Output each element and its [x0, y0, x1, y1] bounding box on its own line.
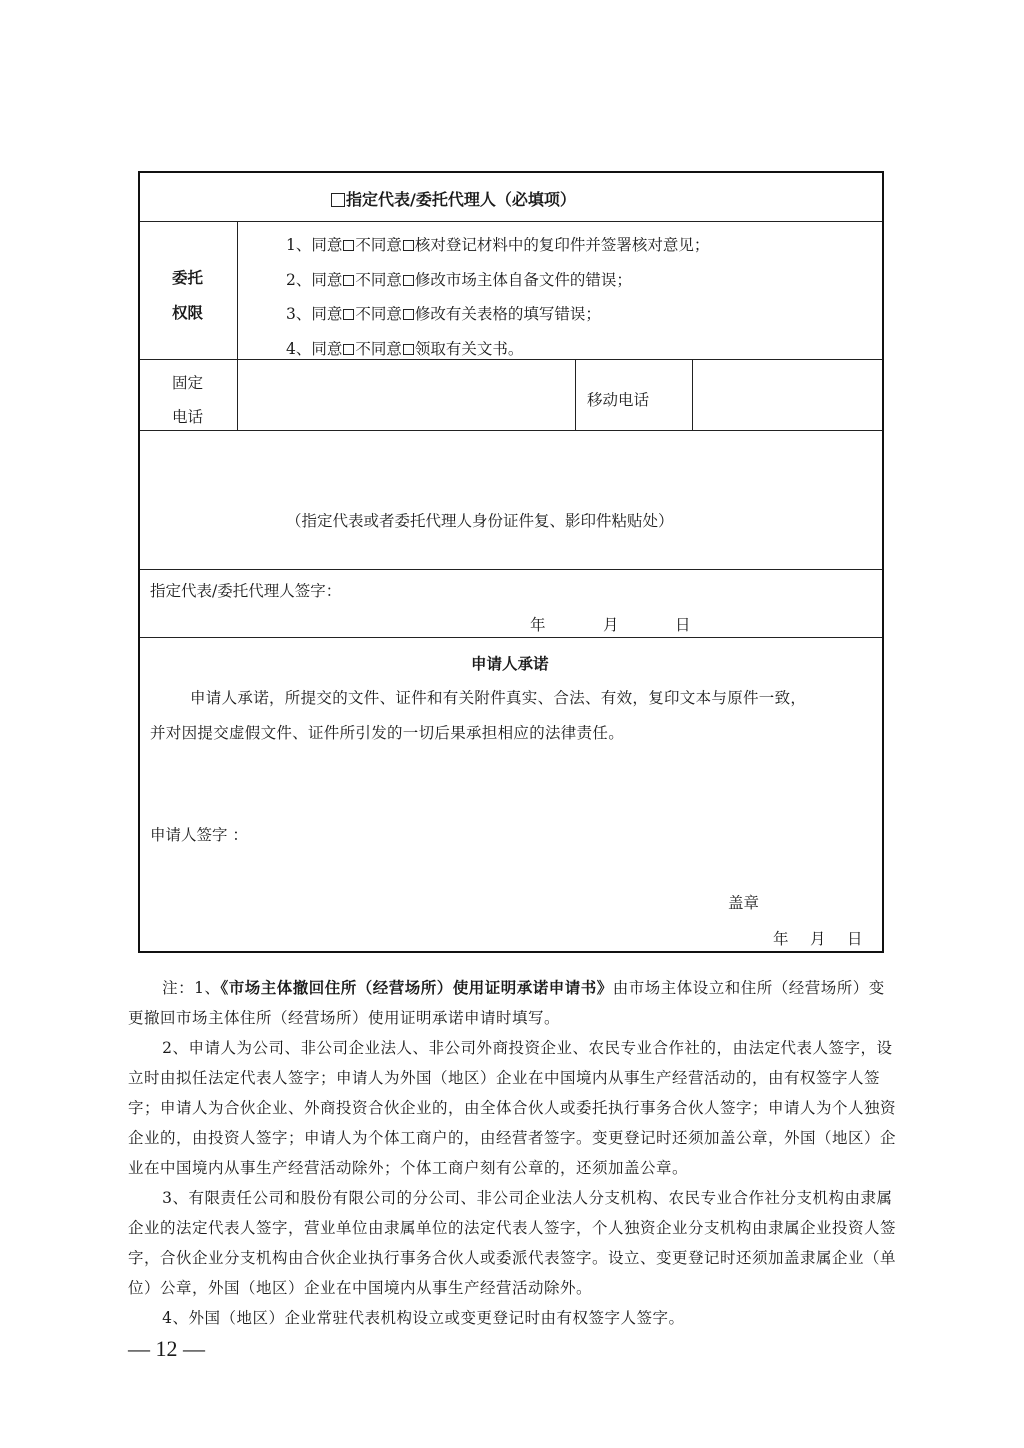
checkbox-icon[interactable] [331, 193, 345, 207]
agree-label: 同意 [311, 271, 343, 289]
promise-text-line-1: 申请人承诺，所提交的文件、证件和有关附件真实、合法、有效，复印文本与原件一致， [190, 689, 807, 707]
authority-label-1: 委托 [172, 268, 204, 287]
note-3: 3、有限责任公司和股份有限公司的分公司、非公司企业法人分支机构、农民专业合作社分支机构由隶属企业的法定代表人签字，营业单位由隶属单位的法定代表人签字，个人独资企业分支机构由隶属企业投资人签字，合伙企业分支机构由合伙企业执行事务合伙人或委派代表签字。设立、变更登记时还须加盖隶属企业（单位）公章，外国（地区）企业在中国境内从事生产经营活动除外。 [128, 1189, 897, 1297]
id-paste-area-text: （指定代表或者委托代理人身份证件复、影印件粘贴处） [286, 512, 674, 530]
rule [140, 569, 882, 570]
note-1-text: 由市场主体设立和住所（经营场所）变更撤回市场主体住所（经营场所）使用证明承诺申请时填写。 [128, 979, 885, 1027]
fixed-phone-label-1: 固定 [172, 374, 204, 392]
note-1-title: 《市场主体撤回住所（经营场所）使用证明承诺申请书》 [220, 978, 613, 997]
form-table [138, 171, 884, 953]
authority-label-2: 权限 [172, 303, 204, 322]
disagree-label: 不同意 [355, 271, 402, 289]
disagree-checkbox[interactable] [403, 344, 414, 355]
promise-year: 年 [773, 930, 789, 948]
agree-label: 同意 [311, 340, 343, 358]
note-2: 2、申请人为公司、非公司企业法人、非公司外商投资企业、农民专业合作社的，由法定代表人签字，设立时由拟任法定代表人签字；申请人为外国（地区）企业在中国境内从事生产经营活动的，由有权签字人签字；申请人为合伙企业、外商投资合伙企业的，由全体合伙人或委托执行事务合伙人签字；申请人为个人独资企业的，由投资人签字；申请人为个体工商户的，由经营者签字。变更登记时还须加盖公章，外国（地区）企业在中国境内从事生产经营活动除外；个体工商户刻有公章的，还须加盖公章。 [128, 1039, 897, 1177]
promise-day: 日 [847, 930, 863, 948]
promise-text-line-2: 并对因提交虚假文件、证件所引发的一切后果承担相应的法律责任。 [150, 724, 625, 742]
applicant-sign-label: 申请人签字 ： [150, 826, 248, 844]
option-text: 领取有关文书。 [414, 340, 524, 358]
agent-sign-year: 年 [530, 616, 546, 634]
note-1 [128, 973, 898, 1033]
option-number: 2、 [286, 271, 312, 289]
option-text: 修改市场主体自备文件的错误； [414, 271, 632, 289]
page-number: — 12 — [128, 1336, 205, 1361]
authority-option-2 [286, 273, 632, 289]
disagree-checkbox[interactable] [403, 240, 414, 251]
authority-option-3 [286, 307, 601, 323]
agree-label: 同意 [311, 305, 343, 323]
option-number: 4、 [286, 340, 312, 358]
option-number: 1、 [286, 236, 312, 254]
section-header [330, 192, 576, 208]
rule [575, 359, 576, 430]
option-number: 3、 [286, 305, 312, 323]
seal-label: 盖章 [728, 894, 760, 912]
disagree-label: 不同意 [355, 340, 402, 358]
note-4: 4、外国（地区）企业常驻代表机构设立或变更登记时由有权签字人签字。 [162, 1309, 685, 1327]
mobile-phone-label: 移动电话 [587, 391, 650, 409]
section-title: 指定代表/委托代理人（必填项） [346, 190, 576, 209]
option-text: 核对登记材料中的复印件并签署核对意见； [414, 236, 710, 254]
authority-option-4 [286, 342, 523, 358]
agree-checkbox[interactable] [343, 344, 354, 355]
notes [128, 973, 898, 1333]
promise-month: 月 [810, 930, 826, 948]
agent-sign-label: 指定代表/委托代理人签字： [150, 582, 342, 600]
disagree-label: 不同意 [355, 305, 402, 323]
fixed-phone-label-2: 电话 [172, 408, 204, 426]
promise-title: 申请人承诺 [471, 654, 549, 673]
rule [237, 221, 238, 430]
agree-checkbox[interactable] [343, 275, 354, 286]
rule [692, 359, 693, 430]
option-text: 修改有关表格的填写错误； [414, 305, 601, 323]
disagree-checkbox[interactable] [403, 275, 414, 286]
agree-checkbox[interactable] [343, 309, 354, 320]
disagree-checkbox[interactable] [403, 309, 414, 320]
note-1-prefix: 注：1、 [162, 979, 221, 997]
agree-label: 同意 [311, 236, 343, 254]
agent-sign-month: 月 [603, 616, 619, 634]
authority-option-1 [286, 238, 709, 254]
rule [140, 637, 882, 638]
agree-checkbox[interactable] [343, 240, 354, 251]
rule [140, 221, 882, 222]
rule [140, 430, 882, 431]
agent-sign-day: 日 [675, 616, 691, 634]
rule [140, 359, 882, 360]
disagree-label: 不同意 [355, 236, 402, 254]
